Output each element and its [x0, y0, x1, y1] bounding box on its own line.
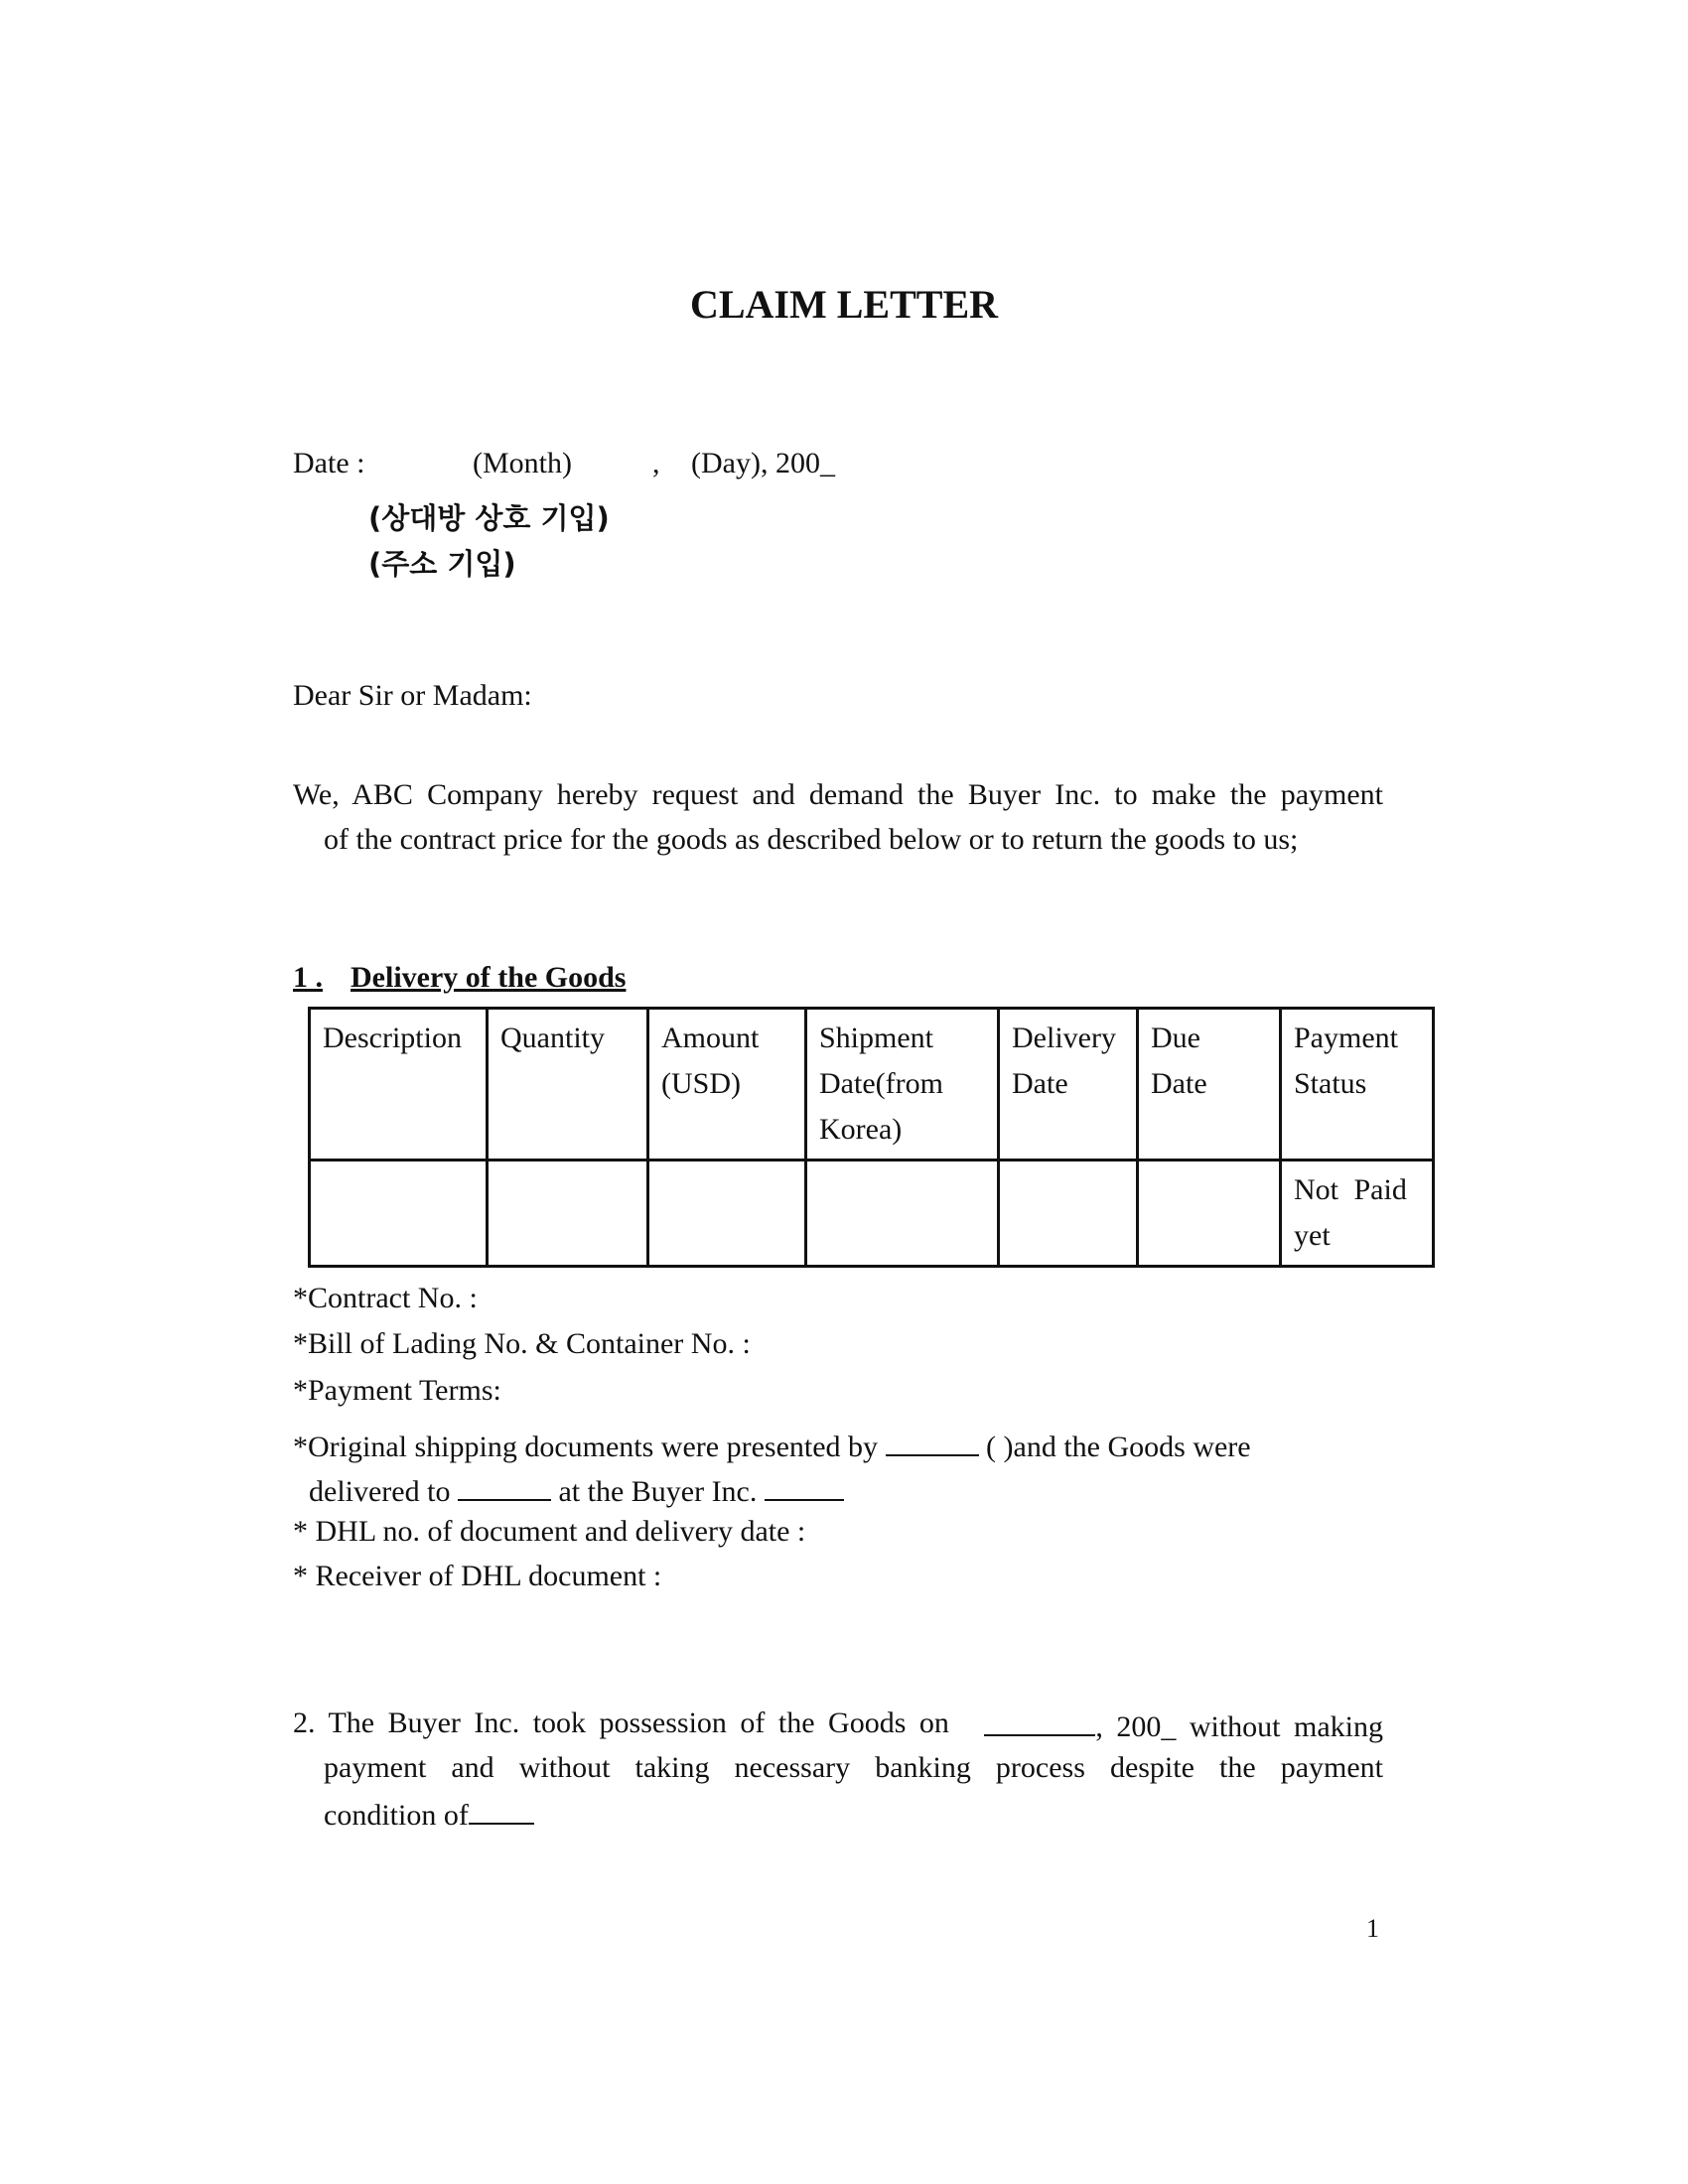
buyer-blank [765, 1473, 844, 1501]
header-amount: Amount (USD) [648, 1009, 806, 1160]
intro-line-2: of the contract price for the goods as described below or to return the goods to us; [324, 823, 1299, 856]
date-comma: , [652, 447, 660, 479]
recipient-address: (주소 기입) [368, 547, 516, 581]
header-description: Description [310, 1009, 488, 1160]
shipping-docs-line-2: delivered to at the Buyer Inc. [309, 1473, 844, 1507]
date-label: Date : [293, 447, 365, 479]
header-quantity: Quantity [488, 1009, 648, 1160]
header-shipment-date: Shipment Date(from Korea) [806, 1009, 999, 1160]
table-header-row [310, 1009, 1434, 1160]
goods-table [308, 1007, 1435, 1268]
salutation: Dear Sir or Madam: [293, 679, 532, 712]
possession-date-blank [984, 1708, 1095, 1736]
section-2-line-2: payment and without taking necessary banking process despite the payment [324, 1751, 1383, 1784]
payment-terms: *Payment Terms: [293, 1374, 501, 1407]
cell-payment-status: Not Paid yet [1281, 1160, 1434, 1267]
delivered-to-blank [458, 1473, 551, 1501]
page-number: 1 [1366, 1914, 1379, 1943]
contract-no: *Contract No. : [293, 1282, 478, 1314]
cell-description [310, 1160, 488, 1267]
date-month: (Month) [473, 447, 572, 479]
section-2-line-1: 2. The Buyer Inc. took possession of the Goods on , 200_ without making [293, 1706, 1383, 1743]
header-due-date: Due Date [1138, 1009, 1281, 1160]
section-1-heading: Delivery of the Goods [351, 961, 627, 994]
header-delivery-date: Delivery Date [999, 1009, 1138, 1160]
presented-by-blank [886, 1429, 979, 1456]
bill-of-lading: *Bill of Lading No. & Container No. : [293, 1327, 751, 1360]
shipping-docs-line-1: *Original shipping documents were presented by ( )and the Goods were [293, 1431, 1251, 1463]
payment-condition-blank [469, 1797, 534, 1825]
header-payment-status: Payment Status [1281, 1009, 1434, 1160]
date-day-year: (Day), 200_ [691, 447, 835, 479]
table-row [310, 1160, 1434, 1267]
dhl-number: * DHL no. of document and delivery date : [293, 1515, 806, 1548]
dhl-receiver: * Receiver of DHL document : [293, 1560, 662, 1592]
cell-shipment-date [806, 1160, 999, 1267]
cell-due-date [1138, 1160, 1281, 1267]
cell-delivery-date [999, 1160, 1138, 1267]
section-1-number: 1 . [293, 961, 323, 994]
recipient-company: (상대방 상호 기입) [368, 501, 610, 535]
intro-line-1: We, ABC Company hereby request and demand the Buyer Inc. to make the payment [293, 778, 1383, 811]
cell-quantity [488, 1160, 648, 1267]
cell-amount [648, 1160, 806, 1267]
document-title: CLAIM LETTER [689, 282, 999, 327]
section-2-line-3: condition of [324, 1797, 534, 1831]
